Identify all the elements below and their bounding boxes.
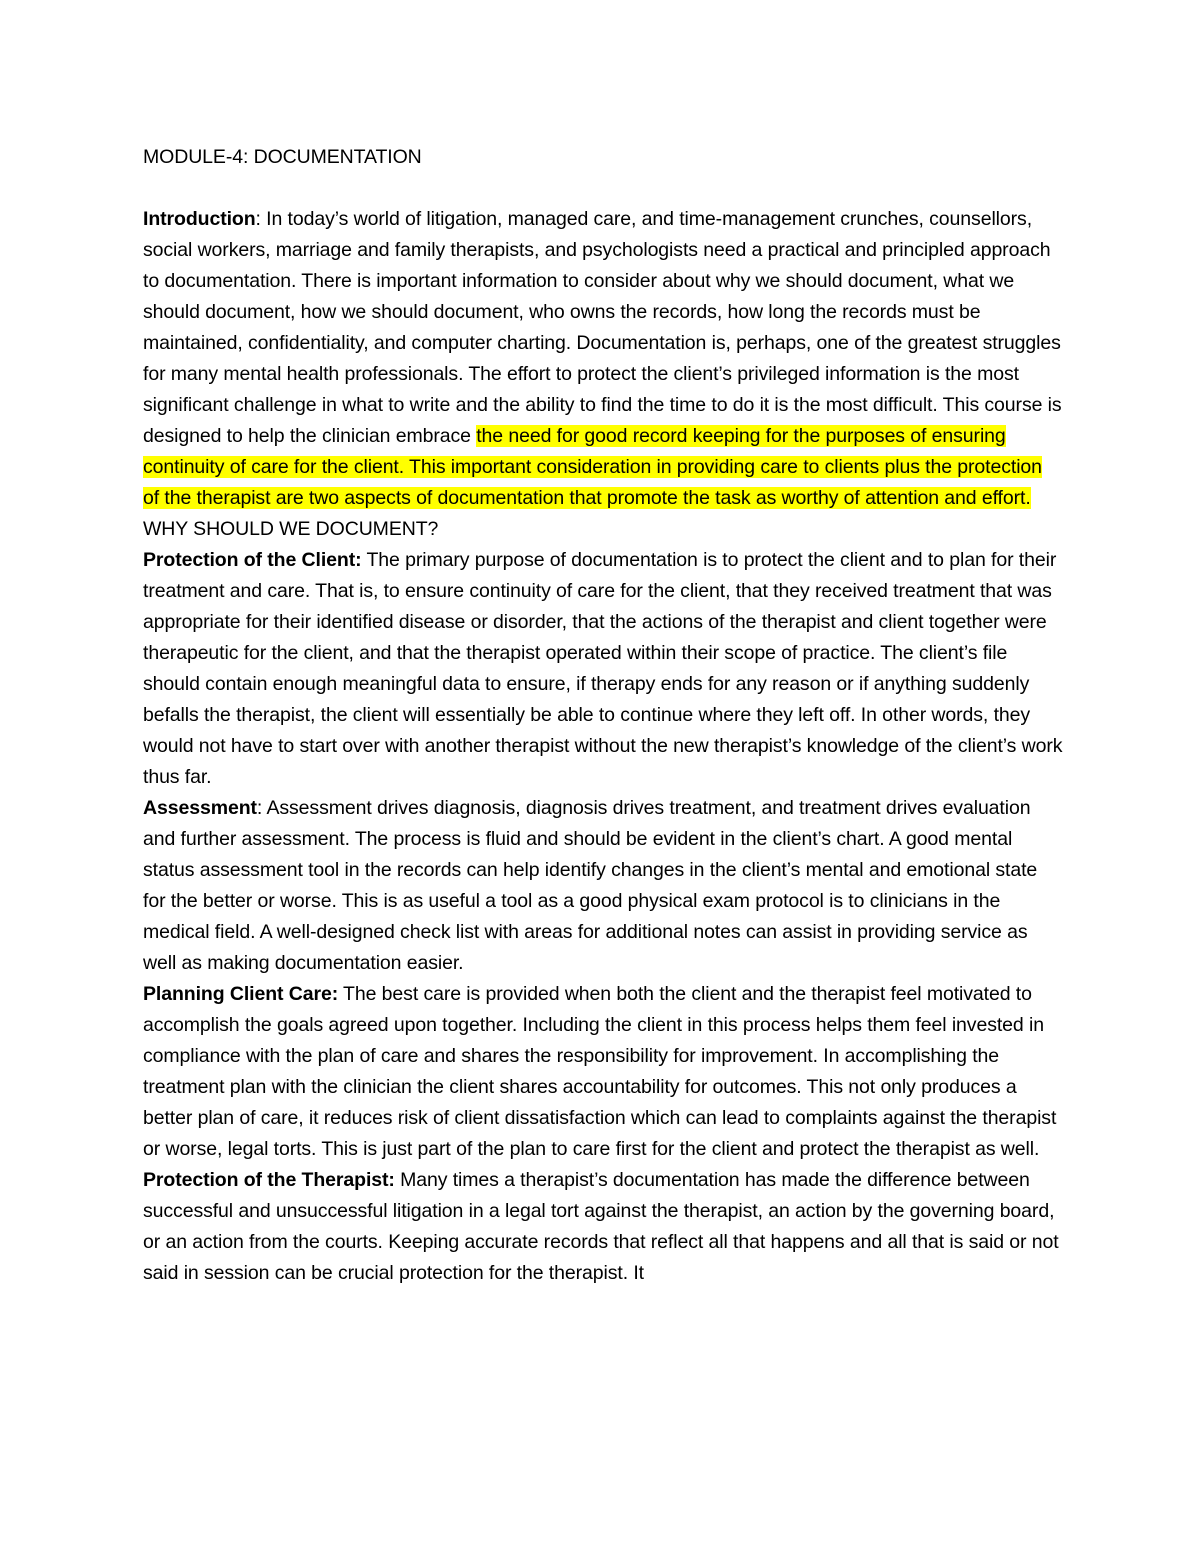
- protection-of-therapist-text: Many times a therapist’s documentation has made the difference between successful and unsuccessful litigation in a legal tort against the therapist, an action by the governing board, or an action from the courts. Keeping accurate records that reflect all that happens and all that is said or not said in session can be crucial protection for the therapist. It: [143, 1169, 1059, 1284]
- planning-client-care-paragraph: [143, 979, 1063, 1165]
- introduction-separator: :: [255, 208, 267, 230]
- introduction-text: In today’s world of litigation, managed care, and time-management crunches, counsellors, social workers, marriage and family therapists, and psychologists need a practical and principled approach to documentation. There is important information to consider about why we should document, what we should document, how we should document, who owns the records, how long the records must be maintained, confidentiality, and computer charting. Documentation is, perhaps, one of the greatest struggles for many mental health professionals. The effort to protect the client’s privileged information is the most significant challenge in what to write and the ability to find the time to do it is the most difficult. This course is designed to help the clinician embrace: [143, 208, 1062, 447]
- assessment-text: : Assessment drives diagnosis, diagnosis drives treatment, and treatment drives evaluation and further assessment. The process is fluid and should be evident in the client’s chart. A good mental status assessment tool in the records can help identify changes in the client’s mental and emotional state for the better or worse. This is as useful a tool as a good physical exam protocol is to clinicians in the medical field. A well-designed check list with areas for additional notes can assist in providing service as well as making documentation easier.: [143, 797, 1038, 974]
- protection-of-client-text: The primary purpose of documentation is to protect the client and to plan for their treatment and care. That is, to ensure continuity of care for the client, that they received treatment that was appropriate for their identified disease or disorder, that the actions of the therapist and client together were therapeutic for the client, and that the therapist operated within their scope of practice. The client’s file should contain enough meaningful data to ensure, if therapy ends for any reason or if anything suddenly befalls the therapist, the client will essentially be able to continue where they left off. In other words, they would not have to start over with another therapist without the new therapist’s knowledge of the client’s work thus far.: [143, 549, 1063, 788]
- planning-client-care-lead: Planning Client Care:: [143, 983, 339, 1005]
- document-page: [143, 142, 1063, 1289]
- protection-of-therapist-paragraph: [143, 1165, 1063, 1289]
- document-title: MODULE-4: DOCUMENTATION: [143, 146, 422, 168]
- protection-of-client-paragraph: [143, 545, 1063, 793]
- introduction-lead: Introduction: [143, 208, 256, 230]
- blank-line: [143, 173, 1063, 204]
- highlighted-text: the need for good record keeping for the purposes of ensuring continuity of care for the client. This important consideration in providing care to clients plus the protection of the therapist are two aspects of documentation that promote the task as worthy of attention and effort.: [143, 425, 1042, 509]
- section-heading: WHY SHOULD WE DOCUMENT?: [143, 518, 439, 540]
- planning-client-care-text: The best care is provided when both the client and the therapist feel motivated to accomplish the goals agreed upon together. Including the client in this process helps them feel invested in compliance with the plan of care and shares the responsibility for improvement. In accomplishing the treatment plan with the clinician the client shares accountability for outcomes. This not only produces a better plan of care, it reduces risk of client dissatisfaction which can lead to complaints against the therapist or worse, legal torts. This is just part of the plan to care first for the client and protect the therapist as well.: [143, 983, 1057, 1160]
- assessment-paragraph: [143, 793, 1063, 979]
- protection-of-client-lead: Protection of the Client:: [143, 549, 362, 571]
- introduction-paragraph: [143, 204, 1063, 514]
- assessment-lead: Assessment: [143, 797, 257, 819]
- protection-of-therapist-lead: Protection of the Therapist:: [143, 1169, 395, 1191]
